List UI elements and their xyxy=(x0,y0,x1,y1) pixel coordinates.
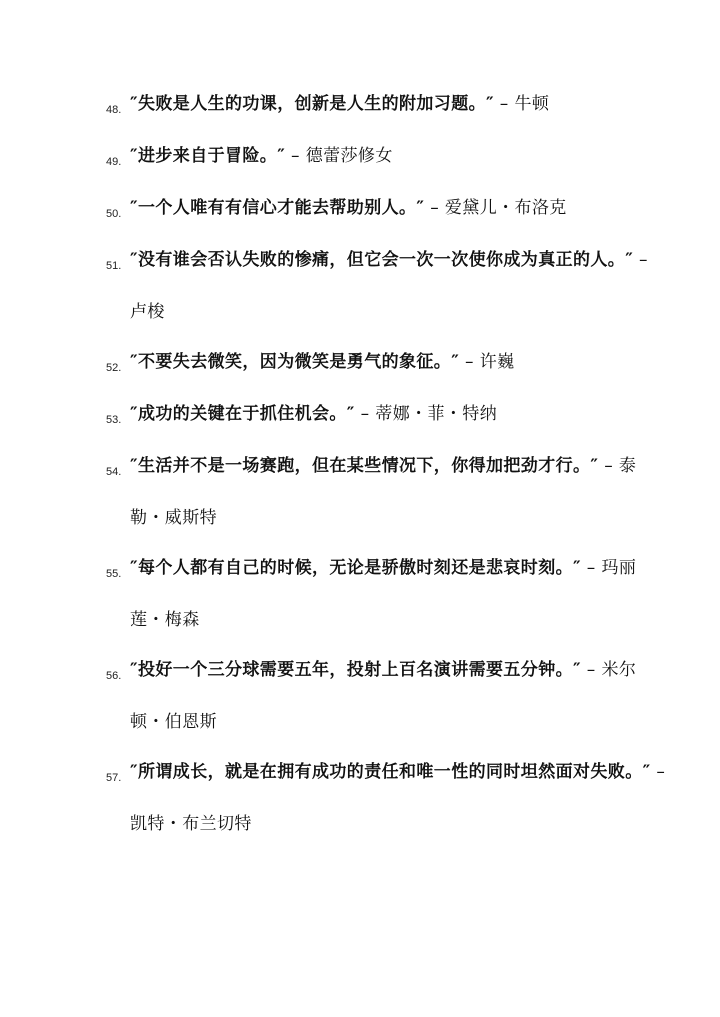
quote-author: 牛顿 xyxy=(514,94,550,114)
quote-text: ″失败是人生的功课，创新是人生的附加习题。″ xyxy=(130,94,494,114)
quote-item xyxy=(106,80,666,132)
quote-author: 蒂娜・菲・特纳 xyxy=(375,404,498,424)
quote-number: 53. xyxy=(106,414,122,426)
quote-author: 卢梭 xyxy=(130,302,165,322)
quote-item xyxy=(106,338,666,390)
quote-item xyxy=(106,236,666,338)
quote-number: 50. xyxy=(106,208,122,220)
quote-separator: – xyxy=(424,198,445,218)
quote-separator: – xyxy=(581,660,602,680)
quote-item xyxy=(106,442,666,544)
quote-number: 55. xyxy=(106,568,122,580)
quote-author: 泰勒・威斯特 xyxy=(130,456,637,528)
quote-body xyxy=(130,78,666,130)
quote-separator: – xyxy=(459,352,480,372)
quote-author: 爱黛儿・布洛克 xyxy=(444,198,567,218)
quote-separator: – xyxy=(650,762,666,782)
quote-separator: – xyxy=(285,146,306,166)
quote-number: 52. xyxy=(106,362,122,374)
quote-text: ″每个人都有自己的时候，无论是骄傲时刻还是悲哀时刻。″ xyxy=(130,558,581,578)
quote-body xyxy=(130,746,666,850)
quote-text: ″成功的关键在于抓住机会。″ xyxy=(130,404,355,424)
quote-item xyxy=(106,646,666,748)
quote-author: 米尔顿・伯恩斯 xyxy=(130,660,637,732)
quote-number: 51. xyxy=(106,260,122,272)
quote-item xyxy=(106,544,666,646)
quote-separator: – xyxy=(581,558,602,578)
quote-body xyxy=(130,336,666,388)
quote-list xyxy=(106,80,666,850)
quote-number: 54. xyxy=(106,466,122,478)
quote-body xyxy=(130,542,666,646)
quote-number: 57. xyxy=(106,772,122,784)
quote-body xyxy=(130,644,666,748)
quote-author: 凯特・布兰切特 xyxy=(130,814,252,834)
quote-body xyxy=(130,182,666,234)
quote-number: 49. xyxy=(106,156,122,168)
quote-separator: – xyxy=(494,94,515,114)
quote-text: ″进步来自于冒险。″ xyxy=(130,146,286,166)
quote-item xyxy=(106,748,666,850)
quote-item xyxy=(106,390,666,442)
quote-separator: – xyxy=(354,404,376,424)
quote-text: ″所谓成长，就是在拥有成功的责任和唯一性的同时坦然面对失败。″ xyxy=(130,762,651,782)
quote-body xyxy=(130,130,666,182)
quote-body xyxy=(130,234,666,338)
quote-text: ″投好一个三分球需要五年，投射上百名演讲需要五分钟。″ xyxy=(130,660,581,680)
quote-body xyxy=(130,440,666,544)
quote-text: ″不要失去微笑，因为微笑是勇气的象征。″ xyxy=(130,352,460,372)
quote-text: ″没有谁会否认失败的惨痛，但它会一次一次使你成为真正的人。″ xyxy=(130,250,634,270)
quote-author: 许巍 xyxy=(479,352,515,372)
quote-number: 56. xyxy=(106,670,122,682)
quote-separator: – xyxy=(598,456,619,476)
quote-separator: – xyxy=(633,250,648,270)
quote-item xyxy=(106,184,666,236)
quote-body xyxy=(130,388,666,440)
quote-text: ″一个人唯有有信心才能去帮助别人。″ xyxy=(130,198,425,218)
quote-text: ″生活并不是一场赛跑，但在某些情况下，你得加把劲才行。″ xyxy=(130,456,599,476)
quote-number: 48. xyxy=(106,104,122,116)
quote-author: 德蕾莎修女 xyxy=(305,146,393,166)
quote-author: 玛丽莲・梅森 xyxy=(130,558,637,630)
quote-item xyxy=(106,132,666,184)
